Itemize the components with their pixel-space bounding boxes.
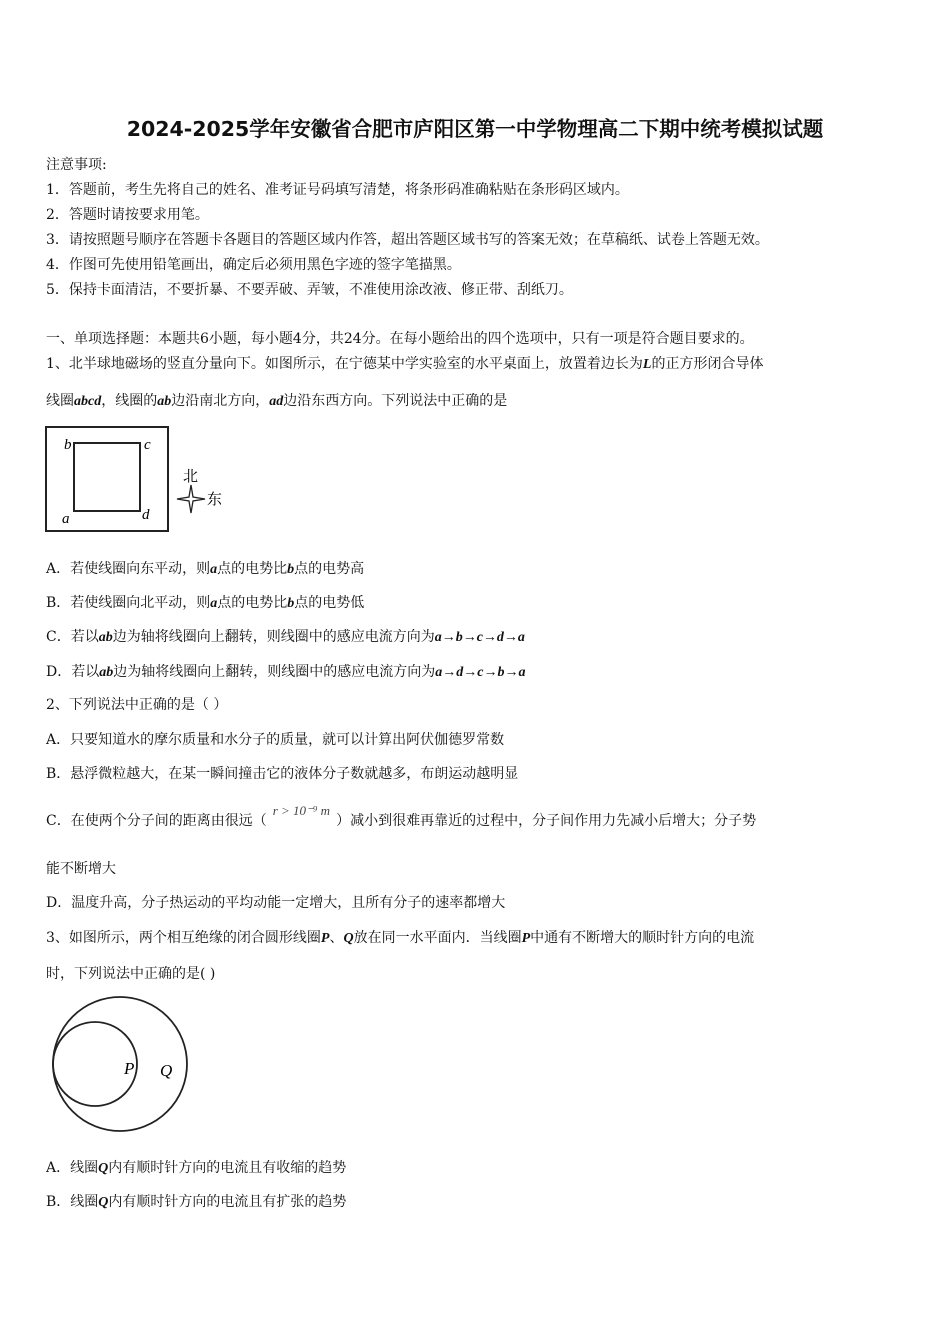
q1-option-c: C．若以ab边为轴将线圈向上翻转，则线圈中的感应电流方向为a→b→c→d→a	[46, 629, 525, 645]
corner-label-b: b	[64, 437, 72, 453]
q3-stem-line1: 3、如图所示，两个相互绝缘的闭合圆形线圈P、Q放在同一水平面内．当线圈P中通有不断增大的顺时针方向的电流	[46, 930, 755, 946]
page-title: 2024-2025学年安徽省合肥市庐阳区第一中学物理高二下期中统考模拟试题	[126, 117, 824, 141]
notice-item: 4．作图可先使用铅笔画出，确定后必须用黑色字迹的签字笔描黑。	[46, 257, 461, 273]
coil-q-label: Q	[160, 1061, 173, 1080]
q2-stem: 2、下列说法中正确的是（ ）	[46, 697, 228, 713]
notice-item: 5．保持卡面清洁，不要折暴、不要弄破、弄皱，不准使用涂改液、修正带、刮纸刀。	[46, 282, 573, 298]
q2-option-b: B．悬浮微粒越大，在某一瞬间撞击它的液体分子数就越多，布朗运动越明显	[46, 766, 519, 782]
corner-label-a: a	[62, 511, 70, 527]
notice-heading: 注意事项:	[46, 157, 107, 173]
q3-circular-coils-figure	[44, 995, 196, 1139]
corner-label-c: c	[144, 437, 151, 453]
section-heading: 一、单项选择题：本题共6小题，每小题4分，共24分。在每小题给出的四个选项中，只有一项是符合题目要求的。	[46, 331, 754, 347]
coil-p-label: P	[124, 1059, 135, 1078]
q1-option-b: B．若使线圈向北平动，则a点的电势比b点的电势低	[46, 595, 365, 611]
q2-option-c-cont: 能不断增大	[46, 861, 116, 877]
notice-item: 2．答题时请按要求用笔。	[46, 207, 209, 223]
north-label: 北	[183, 469, 199, 485]
q2-option-a: A．只要知道水的摩尔质量和水分子的质量，就可以计算出阿伏伽德罗常数	[46, 732, 505, 748]
east-label: 东	[207, 492, 223, 508]
q1-stem-line1: 1、北半球地磁场的竖直分量向下。如图所示，在宁德某中学实验室的水平桌面上，放置着边长为L的正方形闭合导体	[46, 356, 764, 372]
q2-option-d: D．温度升高，分子热运动的平均动能一定增大，且所有分子的速率都增大	[46, 895, 506, 911]
q1-square-coil-figure	[44, 424, 234, 536]
q3-option-b: B．线圈Q内有顺时针方向的电流且有扩张的趋势	[46, 1194, 347, 1210]
formula: r > 10⁻⁹ m	[272, 803, 331, 818]
q3-option-a: A．线圈Q内有顺时针方向的电流且有收缩的趋势	[46, 1160, 347, 1176]
corner-label-d: d	[142, 507, 150, 523]
q3-stem-line2: 时，下列说法中正确的是( )	[46, 966, 216, 982]
notice-item: 3．请按照题号顺序在答题卡各题目的答题区域内作答，超出答题区域书写的答案无效；在草稿纸、试卷上答题无效。	[46, 232, 769, 248]
q1-option-d: D．若以ab边为轴将线圈向上翻转，则线圈中的感应电流方向为a→d→c→b→a	[46, 664, 526, 680]
notice-item: 1．答题前，考生先将自己的姓名、准考证号码填写清楚，将条形码准确粘贴在条形码区域内。	[46, 182, 629, 198]
q2-option-c: C．在使两个分子间的距离由很远（r > 10⁻⁹ m）减小到很难再靠近的过程中，分子间作用力先减小后增大；分子势	[46, 803, 757, 829]
compass-icon	[177, 485, 205, 513]
q1-stem-line2: 线圈abcd，线圈的ab边沿南北方向，ad边沿东西方向。下列说法中正确的是	[46, 393, 508, 409]
q1-option-a: A．若使线圈向东平动，则a点的电势比b点的电势高	[46, 561, 365, 577]
